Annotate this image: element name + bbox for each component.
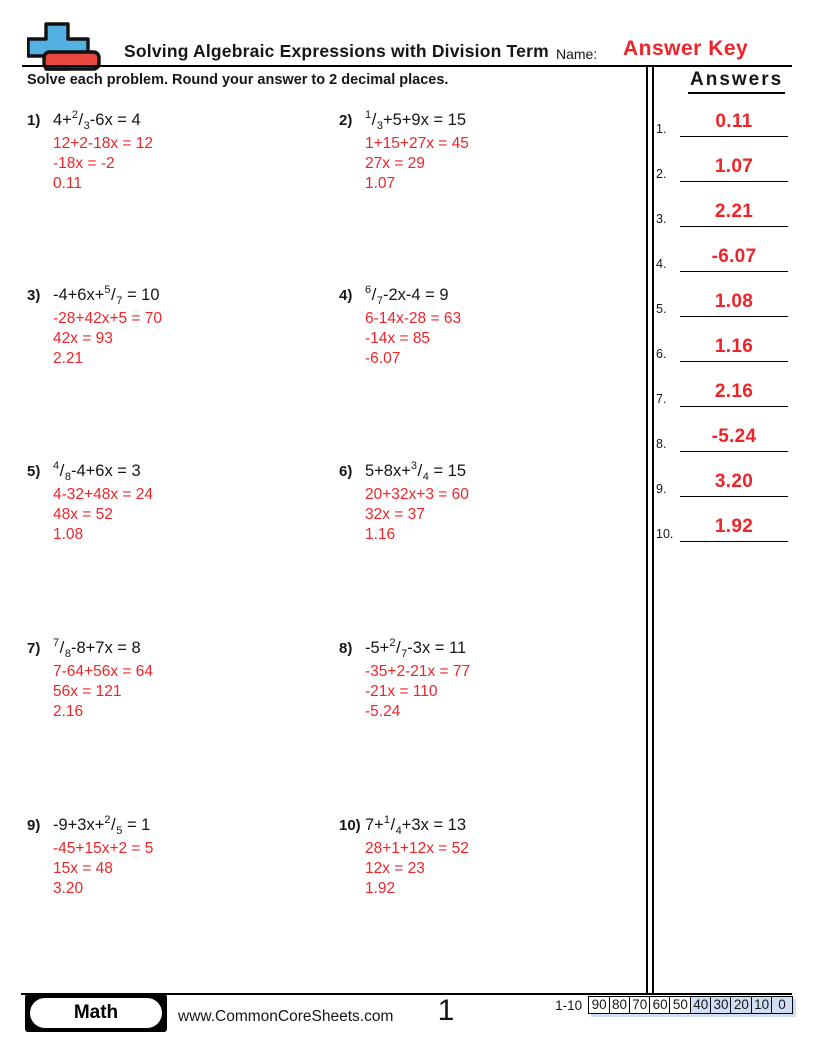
work-line-1: 7-64+56x = 64 [53, 663, 153, 680]
answer-row [654, 194, 790, 227]
answer-number: 3. [656, 212, 667, 226]
answer-blank-line [680, 181, 788, 182]
answer-value: 2.21 [714, 201, 754, 222]
problem-block [339, 279, 639, 369]
fraction-numerator: 1 [365, 109, 372, 121]
problem-block [339, 104, 639, 194]
grade-cell: 10 [751, 996, 773, 1014]
problem-equation [339, 809, 639, 839]
fraction-denominator: 8 [64, 471, 71, 483]
fraction-numerator: 5 [104, 284, 111, 296]
answer-row [654, 104, 790, 137]
fraction-slash: / [371, 285, 377, 304]
work-result: 1.08 [53, 526, 84, 543]
answer-blank-line [680, 226, 788, 227]
fraction-numerator: 2 [389, 637, 396, 649]
answers-heading: Answers [688, 69, 785, 94]
work-line-1: 20+32x+3 = 60 [365, 486, 469, 503]
fraction-numerator: 2 [104, 814, 111, 826]
fraction-numerator: 3 [410, 460, 417, 472]
subject-badge [25, 994, 167, 1032]
problem-number: 9) [27, 817, 41, 834]
problem-block [27, 279, 327, 369]
answer-value: -6.07 [711, 246, 757, 267]
work-line-2: 15x = 48 [53, 860, 113, 877]
answer-value: 0.11 [715, 111, 753, 132]
answer-value: 1.16 [714, 336, 754, 357]
work-line-1: -28+42x+5 = 70 [53, 310, 163, 327]
problem-number: 8) [339, 640, 353, 657]
fraction-denominator: 7 [401, 648, 408, 660]
problem-block [339, 632, 639, 722]
answer-number: 7. [656, 392, 667, 406]
fraction-numerator: 1 [383, 814, 390, 826]
fraction-denominator: 5 [116, 825, 123, 837]
problem-number: 5) [27, 463, 41, 480]
fraction-numerator: 6 [365, 284, 372, 296]
problem-equation [27, 632, 327, 662]
grade-cell: 20 [730, 996, 752, 1014]
website-url: www.CommonCoreSheets.com [178, 1008, 394, 1025]
fraction-denominator: 4 [422, 471, 429, 483]
problem-number: 6) [339, 463, 353, 480]
fraction-denominator: 7 [116, 295, 123, 307]
equation-post: -3x = 11 [407, 639, 467, 657]
problem-equation [27, 455, 327, 485]
fraction-slash: / [111, 285, 116, 304]
equation-pre: -4+6x+ [53, 286, 105, 304]
answer-blank-line [680, 136, 788, 137]
fraction-slash: / [395, 638, 401, 657]
equation-post: +3x = 13 [401, 816, 467, 834]
problem-equation [27, 104, 327, 134]
answer-blank-line [680, 496, 788, 497]
problem-block [339, 455, 639, 545]
page-title: Solving Algebraic Expressions with Division Term [124, 41, 549, 61]
subject-label: Math [30, 998, 162, 1028]
name-label: Name: [556, 46, 598, 62]
answer-row [654, 149, 790, 182]
header-divider [22, 65, 792, 67]
work-line-2: 12x = 23 [365, 860, 425, 877]
problem-equation [339, 632, 639, 662]
problem-number: 2) [339, 112, 353, 129]
problem-equation [27, 809, 327, 839]
problem-block [339, 809, 639, 899]
problem-block [27, 104, 327, 194]
page-number: 1 [437, 994, 455, 1027]
work-line-1: 12+2-18x = 12 [53, 135, 153, 152]
work-line-2: 42x = 93 [53, 330, 113, 347]
answer-blank-line [680, 271, 788, 272]
fraction-numerator: 2 [71, 109, 78, 121]
problem-number: 1) [27, 112, 41, 129]
fraction-slash: / [390, 815, 396, 834]
answer-row [654, 509, 790, 542]
work-result: 1.92 [365, 880, 396, 897]
answer-row [654, 419, 790, 452]
equation-post: = 1 [122, 816, 151, 834]
answer-value: 1.07 [714, 156, 754, 177]
fraction-slash: / [371, 110, 377, 129]
answer-number: 1. [656, 122, 667, 136]
problem-number: 10) [339, 817, 361, 834]
work-line-2: 27x = 29 [365, 155, 425, 172]
work-result: 1.16 [365, 526, 396, 543]
grade-cell: 30 [710, 996, 732, 1014]
equation-pre: 7+ [365, 816, 384, 834]
equation-post: -6x = 4 [89, 111, 141, 129]
instructions-text: Solve each problem. Round your answer to 2 decimal places. [27, 72, 449, 88]
problem-number: 7) [27, 640, 41, 657]
problem-equation [339, 104, 639, 134]
answer-value: 2.16 [714, 381, 754, 402]
work-line-1: -35+2-21x = 77 [365, 663, 471, 680]
problem-range-label: 1-10 [555, 998, 583, 1013]
answer-blank-line [680, 451, 788, 452]
answer-blank-line [680, 316, 788, 317]
problem-equation [339, 279, 639, 309]
work-line-2: 32x = 37 [365, 506, 425, 523]
equation-pre: -5+ [365, 639, 390, 657]
answer-number: 5. [656, 302, 667, 316]
work-line-1: -45+15x+2 = 5 [53, 840, 154, 857]
answer-blank-line [680, 361, 788, 362]
work-line-1: 4-32+48x = 24 [53, 486, 153, 503]
answer-number: 9. [656, 482, 667, 496]
problem-block [27, 455, 327, 545]
work-line-2: -21x = 110 [365, 683, 438, 700]
work-line-2: 48x = 52 [53, 506, 113, 523]
fraction-denominator: 4 [395, 825, 402, 837]
name-value-answer-key: Answer Key [623, 37, 749, 60]
equation-post: -4+6x = 3 [70, 462, 141, 480]
fraction-slash: / [59, 461, 65, 480]
work-result: 2.16 [53, 703, 84, 720]
grade-cell: 80 [609, 996, 631, 1014]
fraction-denominator: 7 [376, 295, 383, 307]
work-result: -5.24 [365, 703, 401, 720]
fraction-slash: / [417, 461, 423, 480]
answer-number: 2. [656, 167, 667, 181]
equation-pre: 5+8x+ [365, 462, 411, 480]
answer-value: -5.24 [711, 426, 757, 447]
work-result: 2.21 [53, 350, 84, 367]
answer-number: 8. [656, 437, 667, 451]
work-line-2: -18x = -2 [53, 155, 115, 172]
grade-cell: 40 [690, 996, 712, 1014]
fraction-slash: / [59, 638, 65, 657]
equation-post: -2x-4 = 9 [382, 286, 449, 304]
grade-cell: 50 [669, 996, 691, 1014]
work-result: 0.11 [53, 175, 83, 192]
problem-number: 3) [27, 287, 41, 304]
problem-equation [27, 279, 327, 309]
work-result: 3.20 [53, 880, 84, 897]
fraction-denominator: 3 [83, 120, 90, 132]
problem-block [27, 632, 327, 722]
answer-number: 6. [656, 347, 667, 361]
work-line-1: 6-14x-28 = 63 [365, 310, 462, 327]
answer-number: 10. [656, 527, 674, 541]
fraction-slash: / [111, 815, 116, 834]
work-result: 1.07 [365, 175, 396, 192]
problem-block [27, 809, 327, 899]
answer-value: 1.92 [714, 516, 754, 537]
equation-pre: 4+ [53, 111, 72, 129]
fraction-numerator: 4 [53, 460, 60, 472]
answer-row [654, 374, 790, 407]
work-line-1: 1+15+27x = 45 [365, 135, 469, 152]
work-line-2: 56x = 121 [53, 683, 122, 700]
equation-post: = 10 [122, 286, 160, 304]
equation-post: -8+7x = 8 [70, 639, 141, 657]
equation-post: = 15 [428, 462, 467, 480]
grade-cell: 60 [649, 996, 671, 1014]
answer-value: 1.08 [714, 291, 754, 312]
fraction-numerator: 7 [53, 637, 60, 649]
grade-cell: 70 [629, 996, 651, 1014]
fraction-denominator: 8 [64, 648, 71, 660]
work-result: -6.07 [365, 350, 401, 367]
answer-row [654, 464, 790, 497]
fraction-slash: / [78, 110, 84, 129]
answer-blank-line [680, 541, 788, 542]
fraction-denominator: 3 [376, 120, 383, 132]
answer-number: 4. [656, 257, 667, 271]
answer-row [654, 284, 790, 317]
equation-pre: -9+3x+ [53, 816, 105, 834]
answer-row [654, 239, 790, 272]
grade-cell: 0 [771, 996, 793, 1014]
grading-scale [555, 996, 793, 1016]
problem-equation [339, 455, 639, 485]
problem-number: 4) [339, 287, 353, 304]
answers-column-divider [646, 66, 654, 993]
grade-cells [588, 996, 793, 1014]
answer-blank-line [680, 406, 788, 407]
equation-post: +5+9x = 15 [382, 111, 467, 129]
grade-cell: 90 [588, 996, 610, 1014]
work-line-2: -14x = 85 [365, 330, 431, 347]
answer-row [654, 329, 790, 362]
work-line-1: 28+1+12x = 52 [365, 840, 469, 857]
answer-value: 3.20 [714, 471, 754, 492]
